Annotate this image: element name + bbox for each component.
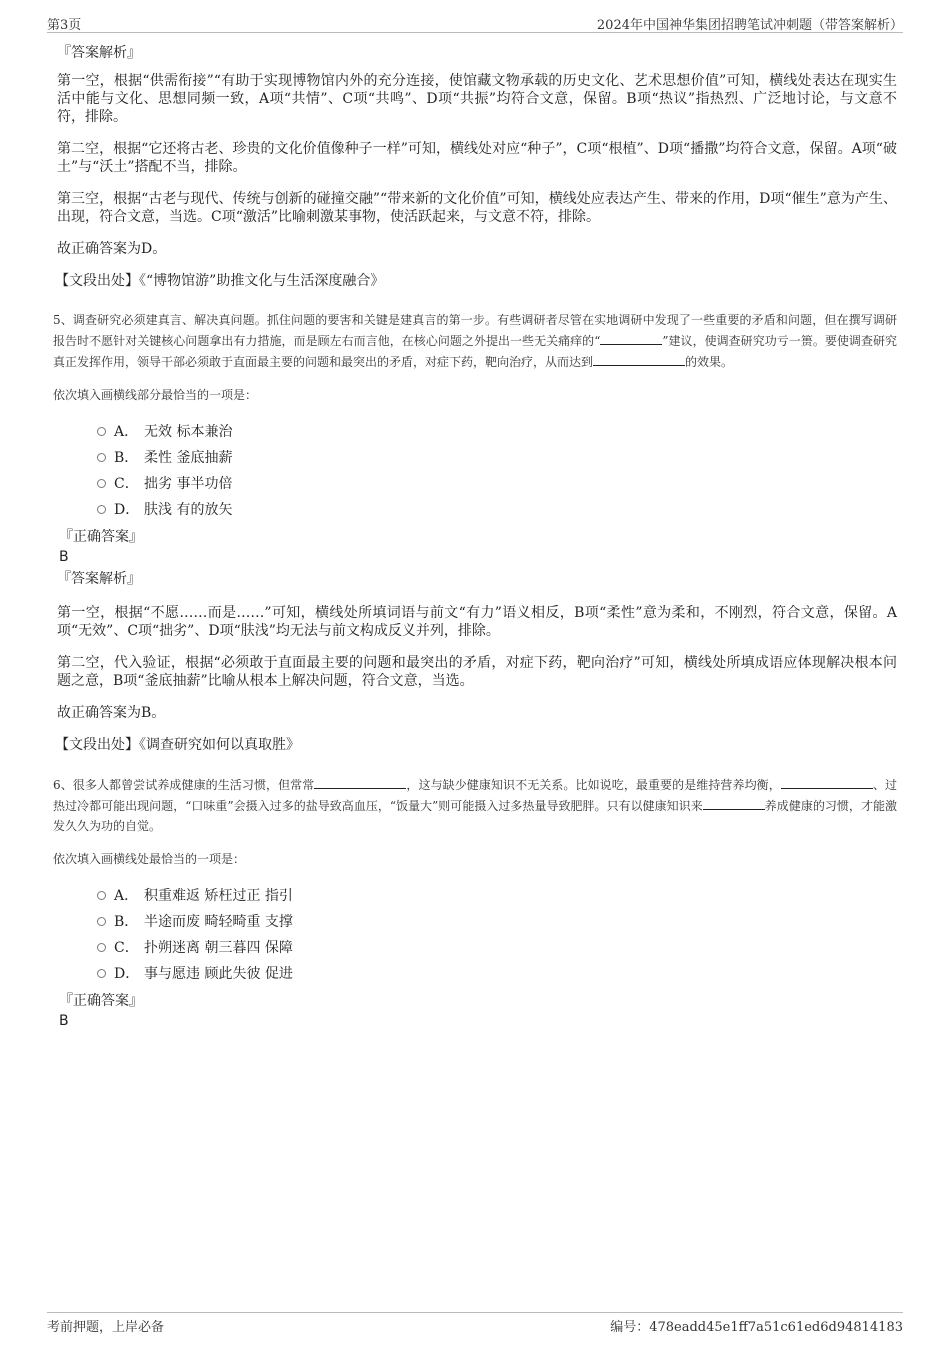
question-6-text: 6、很多人都曾尝试养成健康的生活习惯，但常常 ，这与缺少健康知识不无关系。比如说吃，最重要的是维持营养均衡， 、过热过冷都可能出现问题，“口味重”会摄入过多的盐导致高血压，“饭量大”则可能摄入过多热量导致肥胖。只有以健康知识来 养成健康的习惯，才能激发久久为功的自觉。 — [53, 774, 897, 836]
radio-icon[interactable] — [97, 917, 106, 926]
question-prompt: 依次填入画横线处最恰当的一项是： — [53, 852, 246, 866]
analysis-paragraph: 第二空，代入验证，根据“必须敢于直面最主要的问题和最突出的矛盾，对症下药，靶向治疗”可知，横线处所填成语应体现解决根本问题之意，B项“釜底抽薪”比喻从根本上解决问题，符合文意，当选。 — [57, 655, 897, 689]
question-prompt: 依次填入画横线部分最恰当的一项是： — [53, 388, 258, 402]
analysis-paragraph: 第一空，根据“不愿……而是……”可知，横线处所填词语与前文“有力”语义相反，B项“柔性”意为柔和，不刚烈，符合文意，保留。A项“无效”、C项“拙劣”、D项“肤浅”均无法与前文构成反义并列，排除。 — [57, 605, 897, 639]
page-number: 第3页 — [47, 18, 82, 33]
page-content — [53, 44, 898, 1030]
radio-icon[interactable] — [97, 891, 106, 900]
footer-slogan: 考前押题，上岸必备 — [47, 1320, 165, 1335]
option-d[interactable]: D． 肤浅 有的放矢 — [97, 496, 897, 522]
option-a[interactable]: A． 无效 标本兼治 — [97, 418, 897, 444]
document-id: 编号：478eadd45e1ff7a51c61ed6d94814183 — [610, 1320, 903, 1335]
answer-conclusion: 故正确答案为B。 — [57, 705, 166, 721]
question-6-options — [97, 882, 897, 986]
question-5-options — [97, 418, 897, 522]
radio-icon[interactable] — [97, 427, 106, 436]
radio-icon[interactable] — [97, 479, 106, 488]
radio-icon[interactable] — [97, 453, 106, 462]
radio-icon[interactable] — [97, 969, 106, 978]
analysis-paragraph: 第三空，根据“古老与现代、传统与创新的碰撞交融”“带来新的文化价值”可知，横线处应表达产生、带来的作用，D项“催生”意为产生、出现，符合文意，当选。C项“激活”比喻刺激某事物，使活跃起来，与文意不符，排除。 — [57, 191, 897, 225]
option-c[interactable]: C． 拙劣 事半功倍 — [97, 470, 897, 496]
fill-blank — [600, 330, 662, 345]
fill-blank — [314, 774, 406, 789]
analysis-paragraph: 第二空，根据“它还将古老、珍贵的文化价值像种子一样”可知，横线处对应“种子”，C项“根植”、D项“播撒”均符合文意，保留。A项“破土”与“沃土”搭配不当，排除。 — [57, 141, 897, 175]
fill-blank — [593, 351, 685, 366]
option-c[interactable]: C． 扑朔迷离 朝三暮四 保障 — [97, 934, 897, 960]
question-5-text: 5、调查研究必须建真言、解决真问题。抓住问题的要害和关键是建真言的第一步。有些调研者尽管在实地调研中发现了一些重要的矛盾和问题，但在撰写调研报告时不愿针对关键核心问题拿出有力措施，而是顾左右而言他，在核心问题之外提出一些无关痛痒的“ ”建议，使调查研究功亏一篑。要使调查研究真正发挥作用，领导干部必须敢于直面最主要的问题和最突出的矛盾，对症下药，靶向治疗，从而达到 的效果。 — [53, 313, 898, 369]
fill-blank — [703, 795, 765, 810]
option-b[interactable]: B． 柔性 釜底抽薪 — [97, 444, 897, 470]
radio-icon[interactable] — [97, 505, 106, 514]
correct-answer-label: 『正确答案』 — [59, 529, 143, 545]
correct-answer: B — [59, 1013, 69, 1029]
option-d[interactable]: D． 事与愿违 顾此失彼 促进 — [97, 960, 897, 986]
radio-icon[interactable] — [97, 943, 106, 952]
text-source: 【文段出处】《调查研究如何以真取胜》 — [55, 737, 300, 753]
document-title: 2024年中国神华集团招聘笔试冲刺题（带答案解析） — [596, 18, 903, 33]
page-footer — [47, 1312, 903, 1335]
correct-answer: B — [59, 549, 69, 565]
fill-blank — [781, 774, 873, 789]
analysis-label: 『答案解析』 — [57, 571, 141, 587]
answer-conclusion: 故正确答案为D。 — [57, 241, 167, 257]
analysis-label: 『答案解析』 — [57, 45, 141, 61]
option-b[interactable]: B． 半途而废 畸轻畸重 支撑 — [97, 908, 897, 934]
page-header — [47, 12, 903, 33]
option-a[interactable]: A． 积重难返 矫枉过正 指引 — [97, 882, 897, 908]
correct-answer-label: 『正确答案』 — [59, 993, 143, 1009]
text-source: 【文段出处】《“博物馆游”助推文化与生活深度融合》 — [55, 273, 385, 289]
analysis-paragraph: 第一空，根据“供需衔接”“有助于实现博物馆内外的充分连接，使馆藏文物承载的历史文化、艺术思想价值”可知，横线处表达在现实生活中能与文化、思想同频一致，A项“共情”、C项“共鸣”、D项“共振”均符合文意，保留。B项“热议”指热烈、广泛地讨论，与文意不符，排除。 — [57, 73, 897, 125]
